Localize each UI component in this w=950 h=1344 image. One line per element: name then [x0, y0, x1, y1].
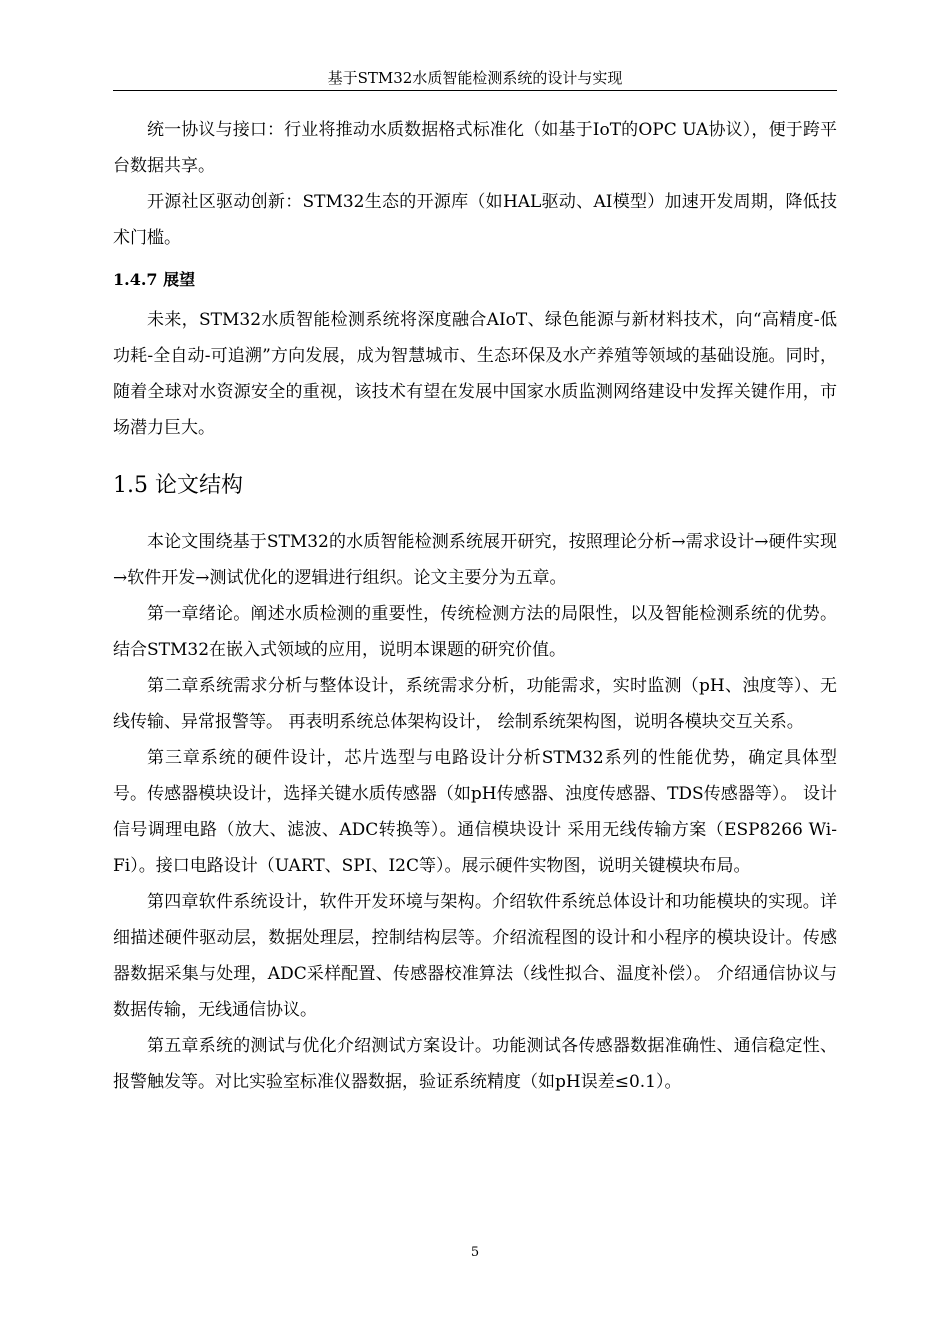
paragraph-chapter-2: 第二章系统需求分析与整体设计，系统需求分析，功能需求，实时监测（pH、浊度等）、无线传输、异常报警等。 再表明系统总体架构设计， 绘制系统架构图，说明各模块交互关系。 [113, 676, 837, 732]
paragraph-chapter-3: 第三章系统的硬件设计，芯片选型与电路设计分析STM32系列的性能优势，确定具体型号。传感器模块设计，选择关键水质传感器（如pH传感器、浊度传感器、TDS传感器等）。 设计信号调理电路（放大、滤波、ADC转换等）。通信模块设计 采用无线传输方案（ESP8266 Wi-Fi）。接口电路设计（UART、SPI、I2C等）。展示硬件实物图，说明关键模块布局。 [113, 748, 837, 876]
paragraph-chapter-1: 第一章绪论。阐述水质检测的重要性，传统检测方法的局限性，以及智能检测系统的优势。 结合STM32在嵌入式领域的应用，说明本课题的研究价值。 [113, 604, 837, 660]
page-content [113, 112, 837, 1100]
running-header: 基于STM32水质智能检测系统的设计与实现 [113, 66, 837, 91]
paragraph-structure-intro: 本论文围绕基于STM32的水质智能检测系统展开研究，按照理论分析→需求设计→硬件实现→软件开发→测试优化的逻辑进行组织。论文主要分为五章。 [113, 532, 837, 588]
paragraph-outlook: 未来，STM32水质智能检测系统将深度融合AIoT、绿色能源与新材料技术，向“高精度-低功耗-全自动-可追溯”方向发展，成为智慧城市、生态环保及水产养殖等领域的基础设施。同时，随着全球对水资源安全的重视，该技术有望在发展中国家水质监测网络建设中发挥关键作用，市场潜力巨大。 [113, 310, 837, 438]
section-heading-thesis-structure: 1.5 论文结构 [113, 473, 243, 498]
paragraph-chapter-5: 第五章系统的测试与优化介绍测试方案设计。功能测试各传感器数据准确性、通信稳定性、报警触发等。对比实验室标准仪器数据，验证系统精度（如pH误差≤0.1）。 [113, 1036, 837, 1092]
paragraph-open-source: 开源社区驱动创新：STM32生态的开源库（如HAL驱动、AI模型）加速开发周期，降低技术门槛。 [113, 192, 837, 248]
paragraph-unified-protocol: 统一协议与接口：行业将推动水质数据格式标准化（如基于IoT的OPC UA协议），便于跨平台数据共享。 [113, 120, 837, 176]
page-number: 5 [470, 1245, 480, 1260]
paragraph-chapter-4: 第四章软件系统设计，软件开发环境与架构。介绍软件系统总体设计和功能模块的实现。详细描述硬件驱动层，数据处理层，控制结构层等。介绍流程图的设计和小程序的模块设计。传感器数据采集与处理，ADC采样配置、传感器校准算法（线性拟合、温度补偿）。 介绍通信协议与数据传输，无线通信协议。 [113, 892, 837, 1020]
subheading-outlook: 1.4.7 展望 [113, 270, 196, 289]
